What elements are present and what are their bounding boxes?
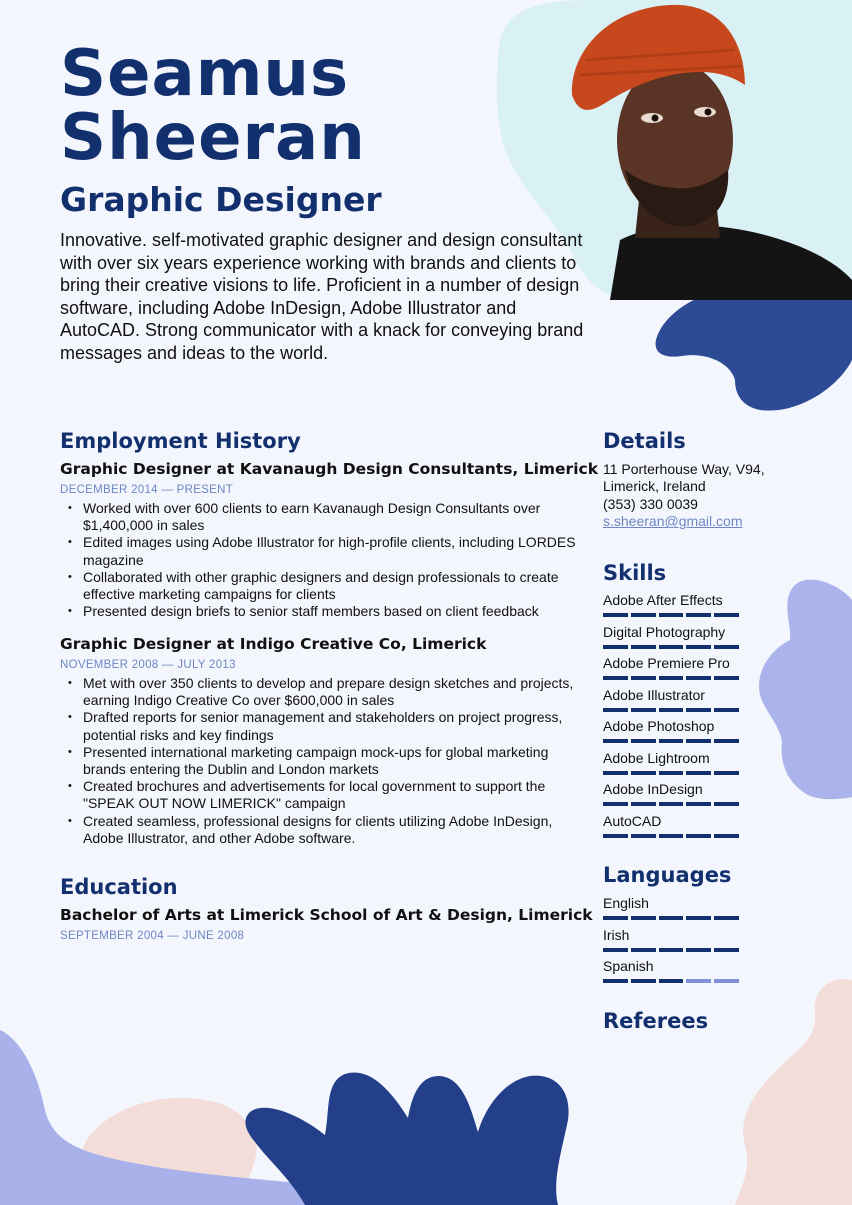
- rating-segment: [686, 613, 711, 617]
- rating-segment: [686, 834, 711, 838]
- job-role: Graphic Designer: [60, 180, 382, 219]
- rating-segment: [686, 708, 711, 712]
- skill-item: [603, 718, 739, 743]
- list-item: • Collaborated with other graphic designers and design professionals to create effective marketing campaigns for clients: [60, 569, 580, 603]
- skills-heading: Skills: [603, 561, 667, 585]
- language-rating-bar: [603, 916, 739, 920]
- address-line-1: 11 Porterhouse Way, V94,: [603, 461, 765, 477]
- email-link[interactable]: s.sheeran@gmail.com: [603, 513, 743, 530]
- skill-label: AutoCAD: [603, 812, 662, 829]
- rating-segment: [714, 916, 739, 920]
- skill-label: Adobe InDesign: [603, 781, 703, 797]
- language-item: [603, 927, 739, 952]
- rating-segment: [631, 708, 656, 712]
- rating-segment: [686, 802, 711, 806]
- list-item: • Drafted reports for senior management and stakeholders on project progress, potential risks and key findings: [60, 709, 580, 743]
- list-item: • Edited images using Adobe Illustrator for high-profile clients, including LORDES magazine: [60, 534, 580, 568]
- referees-heading: Referees: [603, 1009, 709, 1033]
- rating-segment: [659, 676, 684, 680]
- rating-segment: [631, 916, 656, 920]
- rating-segment: [603, 948, 628, 952]
- job-bullets: [60, 500, 580, 620]
- language-rating-bar: [603, 979, 739, 983]
- rating-segment: [603, 676, 628, 680]
- rating-segment: [714, 771, 739, 775]
- navy-leaf-bottom: [245, 1073, 568, 1205]
- employment-heading: Employment History: [60, 429, 301, 453]
- rating-segment: [603, 802, 628, 806]
- rating-segment: [686, 771, 711, 775]
- last-name: Sheeran: [60, 101, 366, 175]
- list-item: • Presented design briefs to senior staff members based on client feedback: [60, 603, 580, 620]
- rating-segment: [631, 645, 656, 649]
- list-item: • Created seamless, professional designs for clients utilizing Adobe InDesign, Adobe Illustrator, and other Adobe software.: [60, 813, 580, 847]
- language-label: Spanish: [603, 958, 654, 974]
- rating-segment: [659, 739, 684, 743]
- list-item: • Worked with over 600 clients to earn Kavanaugh Design Consultants over $1,400,000 in sales: [60, 500, 580, 534]
- skill-item: [603, 592, 739, 617]
- rating-segment: [686, 645, 711, 649]
- skill-label: Digital Photography: [603, 623, 726, 640]
- language-item: [603, 958, 739, 983]
- skill-label: Adobe Lightroom: [603, 749, 710, 766]
- rating-segment: [686, 676, 711, 680]
- skill-item: [603, 781, 739, 806]
- rating-segment: [631, 802, 656, 806]
- job-title: Graphic Designer at Kavanaugh Design Consultants, Limerick: [60, 460, 599, 478]
- skill-rating-bar: [603, 802, 739, 806]
- skill-item: [603, 687, 739, 712]
- rating-segment: [631, 771, 656, 775]
- skill-rating-bar: [603, 834, 739, 838]
- skill-label: Adobe After Effects: [603, 592, 723, 608]
- rating-segment: [686, 916, 711, 920]
- skill-rating-bar: [603, 739, 739, 743]
- profile-summary: Innovative. self-motivated graphic designer and design consultant with over six years experience working with brands and clients to bring their creative visions to life. Proficient in a number of design software, including Adobe InDesign, Adobe Illustrator and AutoCAD. Strong communicator with a knack for conveying brand messages and ideas to the world.: [60, 230, 584, 363]
- degree-dates: SEPTEMBER 2004 — JUNE 2008: [60, 930, 245, 942]
- skill-item: [603, 750, 739, 775]
- rating-segment: [603, 645, 628, 649]
- first-name: Seamus: [60, 37, 350, 111]
- rating-segment: [659, 979, 684, 983]
- rating-segment: [714, 708, 739, 712]
- skill-item: [603, 813, 739, 838]
- skill-rating-bar: [603, 676, 739, 680]
- list-item: • Presented international marketing campaign mock-ups for global marketing brands entering the Dublin and London markets: [60, 744, 580, 778]
- rating-segment: [603, 916, 628, 920]
- details-heading: Details: [603, 429, 686, 453]
- candidate-name: [60, 37, 366, 175]
- rating-segment: [603, 771, 628, 775]
- job-dates: NOVEMBER 2008 — JULY 2013: [60, 659, 236, 671]
- rating-segment: [659, 708, 684, 712]
- rating-segment: [714, 979, 739, 983]
- language-item: [603, 895, 739, 920]
- rating-segment: [603, 979, 628, 983]
- rating-segment: [603, 834, 628, 838]
- languages-heading: Languages: [603, 863, 732, 887]
- job-title: Graphic Designer at Indigo Creative Co, Limerick: [60, 635, 487, 653]
- periwinkle-blob-right: [759, 580, 852, 799]
- rating-segment: [659, 948, 684, 952]
- rating-segment: [659, 834, 684, 838]
- rating-segment: [659, 771, 684, 775]
- rating-segment: [603, 708, 628, 712]
- peach-blob-bottom-right: [735, 979, 852, 1205]
- language-rating-bar: [603, 948, 739, 952]
- rating-segment: [714, 948, 739, 952]
- skill-rating-bar: [603, 771, 739, 775]
- rating-segment: [631, 613, 656, 617]
- rating-segment: [714, 676, 739, 680]
- address-line-2: Limerick, Ireland: [603, 478, 706, 495]
- rating-segment: [714, 802, 739, 806]
- list-item: • Created brochures and advertisements for local government to support the "SPEAK OUT NOW LIMERICK" campaign: [60, 778, 580, 812]
- skill-label: Adobe Premiere Pro: [603, 655, 730, 671]
- degree-title: Bachelor of Arts at Limerick School of Art & Design, Limerick: [60, 906, 593, 924]
- job-bullets: [60, 675, 580, 847]
- rating-segment: [714, 834, 739, 838]
- job-dates: DECEMBER 2014 — PRESENT: [60, 484, 234, 496]
- rating-segment: [603, 739, 628, 743]
- skill-label: Adobe Photoshop: [603, 718, 715, 734]
- rating-segment: [714, 613, 739, 617]
- rating-segment: [631, 834, 656, 838]
- skill-item: [603, 624, 739, 649]
- rating-segment: [603, 613, 628, 617]
- skill-rating-bar: [603, 708, 739, 712]
- rating-segment: [686, 979, 711, 983]
- rating-segment: [631, 676, 656, 680]
- rating-segment: [686, 739, 711, 743]
- language-label: English: [603, 895, 649, 911]
- rating-segment: [659, 916, 684, 920]
- education-heading: Education: [60, 875, 178, 899]
- rating-segment: [631, 948, 656, 952]
- skill-item: [603, 655, 739, 680]
- rating-segment: [714, 739, 739, 743]
- rating-segment: [659, 802, 684, 806]
- rating-segment: [659, 645, 684, 649]
- phone-number: (353) 330 0039: [603, 495, 698, 512]
- rating-segment: [631, 739, 656, 743]
- rating-segment: [631, 979, 656, 983]
- rating-segment: [686, 948, 711, 952]
- contact-details: [603, 461, 765, 531]
- skill-rating-bar: [603, 645, 739, 649]
- skill-label: Adobe Illustrator: [603, 686, 705, 703]
- rating-segment: [659, 613, 684, 617]
- rating-segment: [714, 645, 739, 649]
- skill-rating-bar: [603, 613, 739, 617]
- list-item: • Met with over 350 clients to develop and prepare design sketches and projects, earning Indigo Creative Co over $600,000 in sales: [60, 675, 580, 709]
- language-label: Irish: [603, 926, 630, 943]
- navy-blob-top-right: [656, 283, 852, 410]
